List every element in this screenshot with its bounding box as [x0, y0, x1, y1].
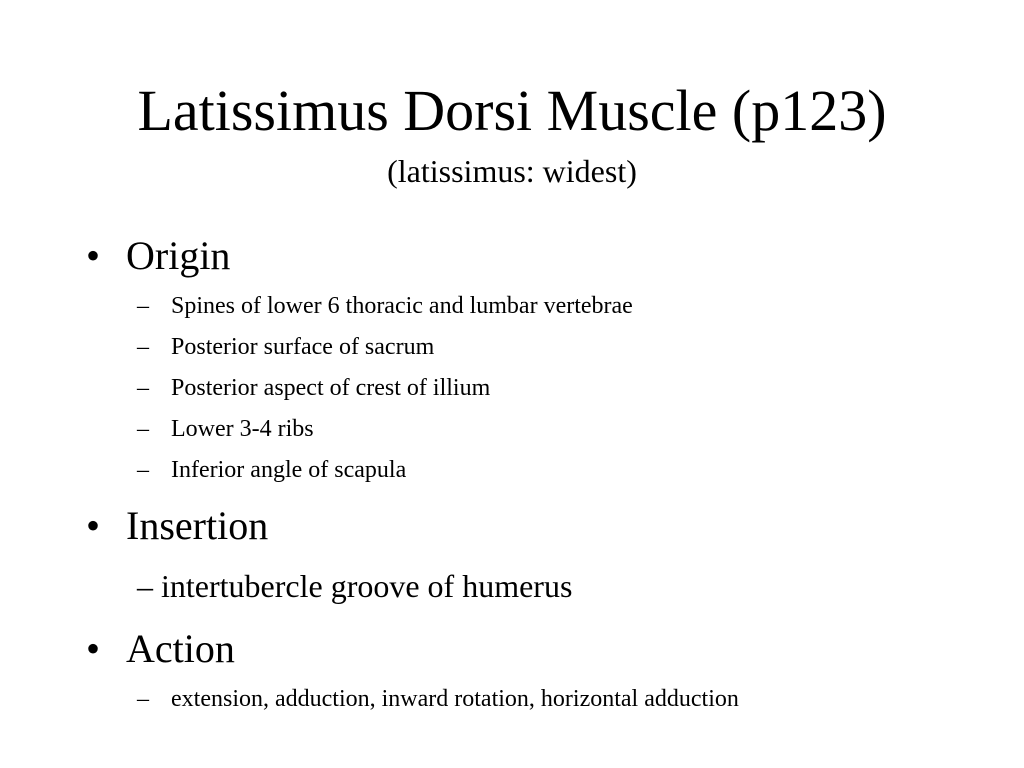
sub-item-text: extension, adduction, inward rotation, horizontal adduction [171, 686, 739, 712]
bullet-marker: • [86, 626, 101, 671]
bullet-heading-origin: Origin [126, 233, 231, 278]
dash-marker: – [137, 334, 149, 360]
dash-marker: – [137, 416, 149, 442]
dash-marker: – [137, 375, 149, 401]
sub-item [137, 292, 633, 320]
bullet-action [86, 626, 235, 672]
slide-subtitle: (latissimus: widest) [387, 153, 637, 189]
bullet-heading-insertion: Insertion [126, 503, 269, 548]
sub-item-text: Inferior angle of scapula [171, 457, 407, 483]
sub-item [137, 456, 406, 484]
sub-item [137, 685, 739, 713]
sub-item [137, 415, 314, 443]
sub-item [137, 567, 572, 605]
bullet-marker: • [86, 233, 101, 278]
sub-item [137, 374, 490, 402]
sub-item-text: Spines of lower 6 thoracic and lumbar vertebrae [171, 293, 633, 319]
bullet-heading-action: Action [126, 626, 235, 671]
bullet-insertion [86, 503, 268, 549]
dash-marker: – [137, 293, 149, 319]
sub-item-text: Posterior surface of sacrum [171, 334, 435, 360]
bullet-origin [86, 233, 230, 279]
dash-marker: – [137, 686, 149, 712]
sub-item-text: Lower 3-4 ribs [171, 416, 314, 442]
bullet-marker: • [86, 503, 101, 548]
sub-item [137, 333, 434, 361]
sub-item-text: – intertubercle groove of humerus [137, 568, 573, 604]
dash-marker: – [137, 457, 149, 483]
sub-item-text: Posterior aspect of crest of illium [171, 375, 491, 401]
slide-title: Latissimus Dorsi Muscle (p123) [137, 78, 887, 143]
